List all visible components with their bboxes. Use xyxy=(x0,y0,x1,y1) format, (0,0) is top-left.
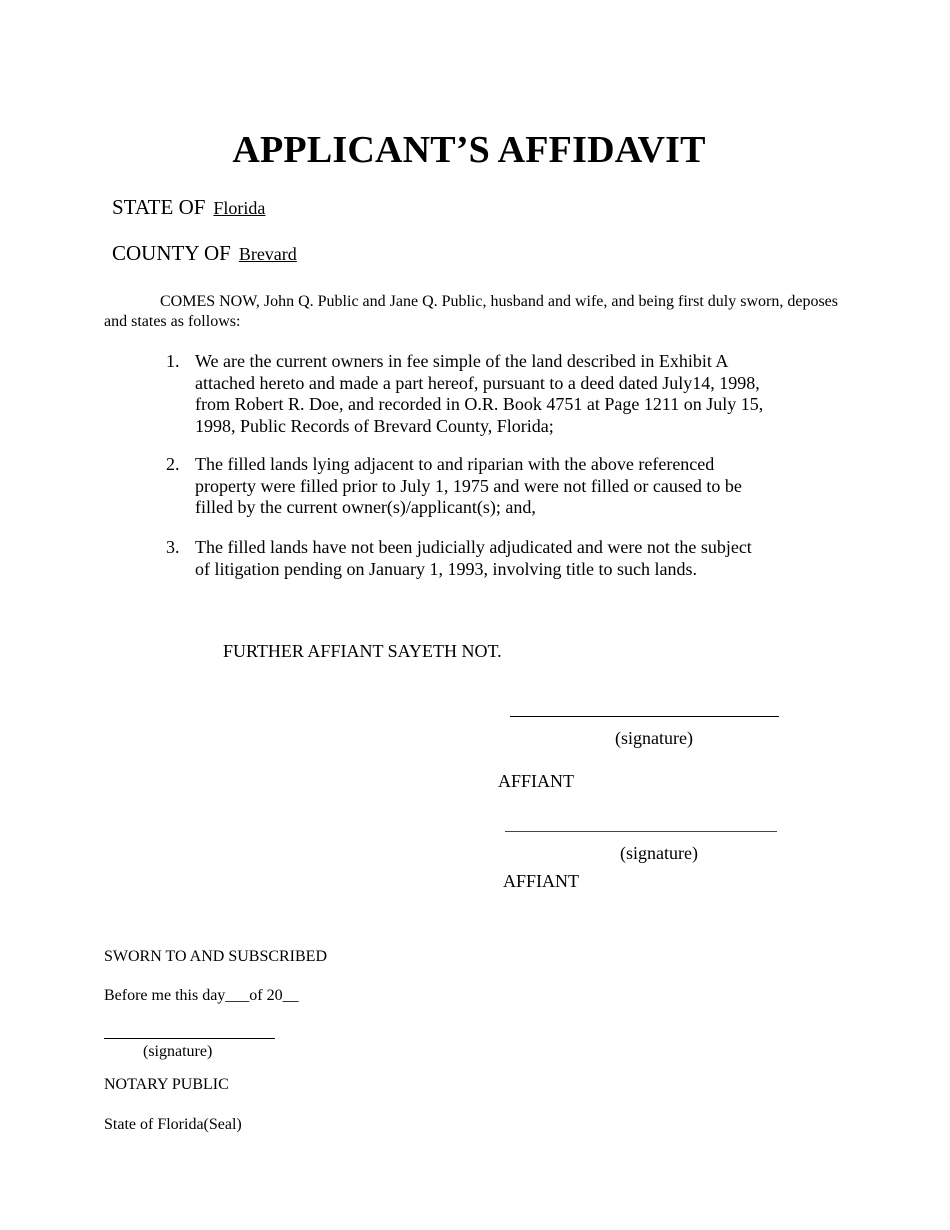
affiant-signature-line-2 xyxy=(505,831,777,832)
affiant-signature-caption-1: (signature) xyxy=(615,728,693,748)
list-item-number: 1. xyxy=(166,351,180,371)
list-item xyxy=(166,537,766,580)
affiant-label-2: AFFIANT xyxy=(503,871,580,891)
state-value: Florida xyxy=(213,198,266,218)
county-value: Brevard xyxy=(238,244,297,264)
list-item-number: 3. xyxy=(166,537,180,557)
further-affiant-statement: FURTHER AFFIANT SAYETH NOT. xyxy=(223,641,502,661)
affiant-signature-caption-2: (signature) xyxy=(620,843,698,863)
state-label: STATE OF xyxy=(112,195,206,219)
county-line xyxy=(112,241,297,266)
list-item xyxy=(166,351,766,437)
state-seal-label: State of Florida(Seal) xyxy=(104,1116,242,1133)
county-label: COUNTY OF xyxy=(112,241,231,265)
list-item-text: The filled lands have not been judicially adjudicated and were not the subject of litigation pending on January 1, 1993, involving title to such lands. xyxy=(195,537,752,579)
notary-public-label: NOTARY PUBLIC xyxy=(104,1076,229,1093)
before-me-date-line: Before me this day___of 20__ xyxy=(104,987,299,1004)
sworn-statement: SWORN TO AND SUBSCRIBED xyxy=(104,948,328,965)
state-line xyxy=(112,195,265,220)
list-item-number: 2. xyxy=(166,454,180,474)
notary-signature-line xyxy=(104,1038,275,1039)
list-item-text: We are the current owners in fee simple of the land described in Exhibit A attached hereto and made a part hereof, pursuant to a deed dated July14, 1998, from Robert R. Doe, and recorded in O.R. Book 4751 at Page 1211 on July 15, 1998, Public Records of Brevard County, Florida; xyxy=(195,351,764,436)
affiant-label-1: AFFIANT xyxy=(498,771,575,791)
list-item-text: The filled lands lying adjacent to and riparian with the above referenced property were filled prior to July 1, 1975 and were not filled or caused to be filled by the current owner(s)/applicant(s); and, xyxy=(195,454,742,517)
affiant-signature-line-1 xyxy=(510,716,779,717)
notary-signature-caption: (signature) xyxy=(143,1043,213,1060)
intro-paragraph: COMES NOW, John Q. Public and Jane Q. Public, husband and wife, and being first duly sworn, deposes and states as follows: xyxy=(104,293,839,330)
document-title: APPLICANT’S AFFIDAVIT xyxy=(232,129,706,171)
list-item xyxy=(166,454,766,519)
